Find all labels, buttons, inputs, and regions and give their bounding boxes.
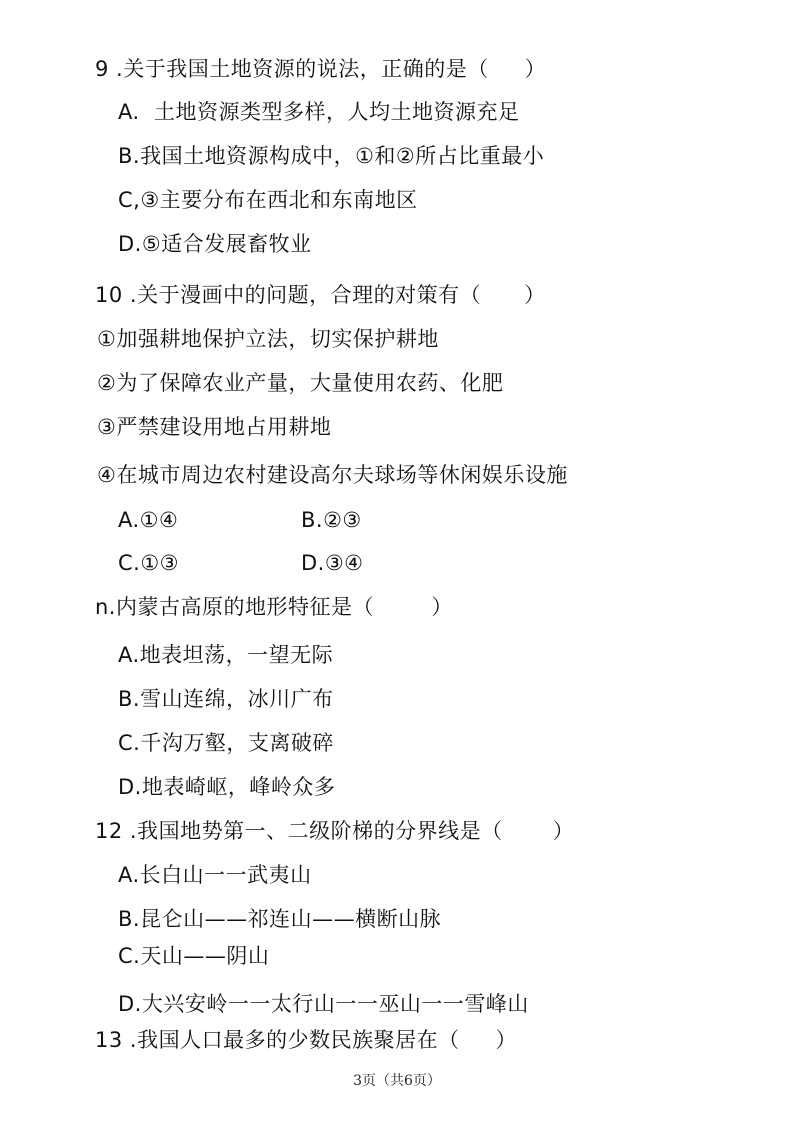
- question-11-option-c: C.千沟万壑，支离破碎: [118, 731, 334, 755]
- question-9-option-b: B.我国土地资源构成中，①和②所占比重最小: [118, 144, 545, 168]
- question-9-option-a: A. 土地资源类型多样，人均土地资源充足: [118, 100, 520, 124]
- question-12-option-a: A.长白山一一武夷山: [118, 863, 312, 887]
- question-11-option-a: A.地表坦荡，一望无际: [118, 643, 334, 667]
- question-10-statement-4: ④在城市周边农村建设高尔夫球场等休闲娱乐设施: [97, 463, 568, 487]
- question-10-stem: 10 .关于漫画中的问题，合理的对策有（ ）: [95, 283, 546, 307]
- question-12-option-d: D.大兴安岭一一太行山一一巫山一一雪峰山: [118, 992, 529, 1016]
- question-12-option-c: C.天山——阴山: [118, 944, 270, 968]
- question-10-statement-3: ③严禁建设用地占用耕地: [97, 415, 332, 439]
- question-10-option-c: C.①③: [118, 551, 179, 575]
- question-11-option-b: B.雪山连绵，冰川广布: [118, 687, 334, 711]
- page-footer: 3页（共6页）: [353, 1073, 441, 1089]
- question-11-option-d: D.地表崎岖，峰岭众多: [118, 775, 336, 799]
- question-10-option-b: B.②③: [301, 508, 362, 532]
- question-9-option-d: D.⑤适合发展畜牧业: [118, 232, 312, 256]
- question-12-stem: 12 .我国地势第一、二级阶梯的分界线是（ ）: [95, 819, 575, 843]
- question-11-stem: n.内蒙古高原的地形特征是（ ）: [95, 595, 453, 619]
- question-10-option-d: D.③④: [301, 551, 364, 575]
- question-10-statement-1: ①加强耕地保护立法，切实保护耕地: [97, 327, 439, 351]
- question-10-statement-2: ②为了保障农业产量，大量使用农药、化肥: [97, 371, 504, 395]
- question-10-option-a: A.①④: [118, 508, 179, 532]
- question-13-stem: 13 .我国人口最多的少数民族聚居在（ ）: [95, 1028, 517, 1052]
- question-9-option-c: C,③主要分布在西北和东南地区: [118, 188, 418, 212]
- question-9-stem: 9 .关于我国土地资源的说法，正确的是（ ）: [95, 57, 547, 81]
- question-12-option-b: B.昆仑山——祁连山——横断山脉: [118, 907, 442, 931]
